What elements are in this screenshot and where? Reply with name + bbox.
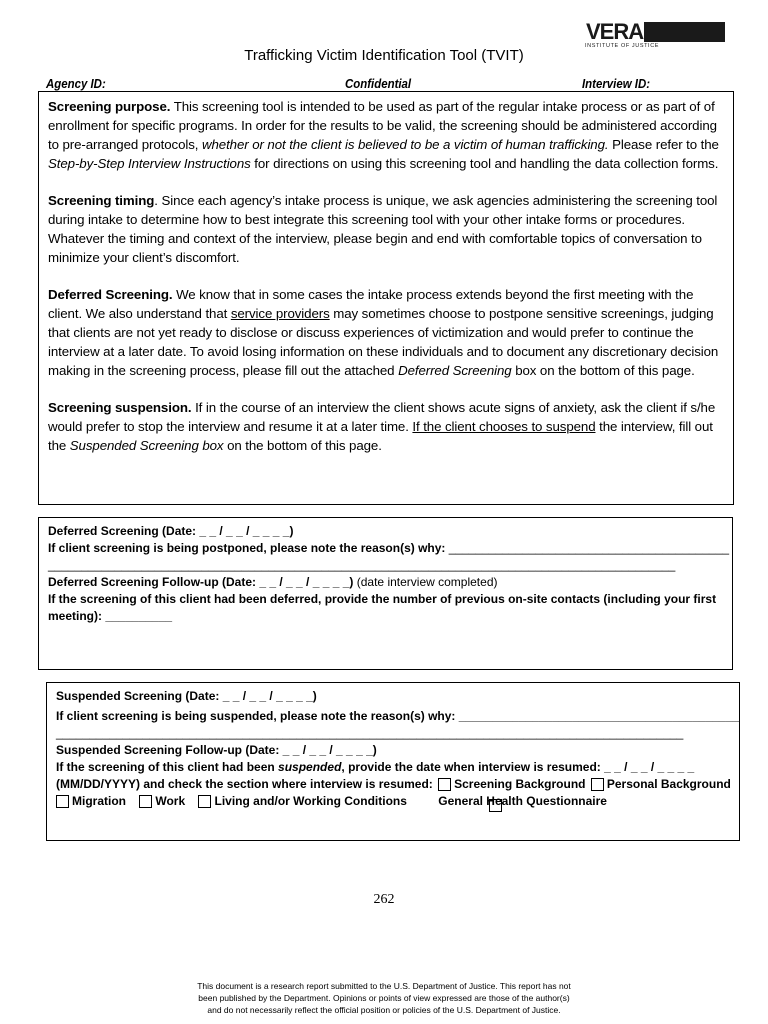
deferred-text-2: may sometimes choose to postpone sensitive screenings, judging that clients are not yet ready to disclose or discuss experiences of victimization and would prefer to continue the interview at a later date. To avoid losing information on these individuals and to document any discretionary decision making in the screening process, please fill out the attached <box>48 306 719 378</box>
suspended-resume-date-line[interactable] <box>56 759 730 776</box>
suspended-reason-continuation[interactable]: ______________________________________________________________________________________________ <box>56 726 684 740</box>
purpose-text-2: Please refer to the <box>608 137 719 152</box>
resume-text: If the screening of this client had been <box>56 760 279 774</box>
instructions-reference: Step-by-Step Interview Instructions <box>48 156 251 171</box>
resume-date-field[interactable]: , provide the date when interview is resumed: _ _ / _ _ / _ _ _ _ <box>341 760 695 774</box>
purpose-italic: whether or not the client is believed to be a victim of human trafficking. <box>202 137 609 152</box>
screening-suspension-heading: Screening suspension. <box>48 400 192 415</box>
deferred-text-3: box on the bottom of this page. <box>511 363 695 378</box>
purpose-text: This screening tool is intended to be used as part of the regular intake process or as part of of enrollment for specific programs. In order for the results to be valid, the screening should be administered according to pre-arranged protocols, <box>48 99 717 152</box>
general-health-label: General Health Questionnaire <box>438 794 607 808</box>
living-working-label: Living and/or Working Conditions <box>214 794 407 808</box>
suspension-text-2: the interview, fill out the <box>48 419 713 453</box>
suspension-text-3: on the bottom of this page. <box>223 438 382 453</box>
suspended-screening-box <box>46 682 740 841</box>
suspended-followup-line[interactable]: Suspended Screening Follow-up (Date: _ _ / _ _ / _ _ _ _) <box>56 743 377 757</box>
suspended-reason-line[interactable]: If client screening is being suspended, please note the reason(s) why: __________________________________________ <box>56 709 740 723</box>
deferred-contacts-question: If the screening of this client had been deferred, provide the number of previous on-site contacts (including your first <box>48 592 717 606</box>
deferred-box-reference: Deferred Screening <box>398 363 512 378</box>
agency-id-label: Agency ID: <box>46 76 106 91</box>
suspension-text: If in the course of an interview the client shows acute signs of anxiety, ask the client if s/he would prefer to stop the interview and resume it at a later time. <box>48 400 716 434</box>
personal-background-label: Personal Background <box>606 777 731 791</box>
deferred-date-line[interactable]: Deferred Screening (Date: _ _ / _ _ / _ _ _ _) <box>48 524 294 538</box>
living-working-checkbox[interactable] <box>198 795 211 808</box>
screening-suspension-paragraph <box>48 398 724 455</box>
deferred-screening-box <box>38 517 733 670</box>
screening-purpose-heading: Screening purpose. <box>48 99 171 114</box>
deferred-contacts-field[interactable]: meeting): __________ <box>48 609 173 623</box>
disclaimer-line-3: and do not necessarily reflect the official position or policies of the U.S. Department of Justice. <box>207 1005 561 1015</box>
screening-background-checkbox[interactable] <box>438 778 451 791</box>
resume-section-line-2 <box>56 793 730 810</box>
deferred-screening-paragraph <box>48 285 724 380</box>
suspend-underlined: If the client chooses to suspend <box>412 419 596 434</box>
resume-section-label: (MM/DD/YYYY) and check the section where interview is resumed: <box>56 777 433 791</box>
deferred-followup-line[interactable] <box>48 574 723 591</box>
doj-disclaimer <box>0 980 768 1016</box>
deferred-text: We know that in some cases the intake process extends beyond the first meeting with the client. We also understand that <box>48 287 694 321</box>
logo-subtitle: INSTITUTE OF JUSTICE <box>585 43 660 49</box>
timing-text: . Since each agency’s intake process is unique, we ask agencies administering the screening tool during intake to determine how to best integrate this screening tool with your other intake forms or procedures. Whatever the timing and context of the interview, please begin and end with comfortable topics of conversation to minimize your client’s discomfort. <box>48 193 718 265</box>
deferred-reason-continuation[interactable]: ______________________________________________________________________________________________ <box>48 558 676 572</box>
resume-section-line <box>56 776 730 793</box>
deferred-followup-label: Deferred Screening Follow-up (Date: _ _ / _ _ / _ _ _ _) <box>48 575 354 589</box>
personal-background-checkbox[interactable] <box>591 778 604 791</box>
document-title: Trafficking Victim Identification Tool (TVIT) <box>244 47 524 64</box>
migration-checkbox[interactable] <box>56 795 69 808</box>
screening-timing-paragraph <box>48 191 724 267</box>
resume-italic: suspended <box>278 760 342 774</box>
work-checkbox[interactable] <box>139 795 152 808</box>
confidential-label: Confidential <box>345 76 412 91</box>
purpose-text-3: for directions on using this screening tool and handling the data collection forms. <box>250 156 719 171</box>
disclaimer-line-1: This document is a research report submitted to the U.S. Department of Justice. This report has not <box>197 981 571 991</box>
deferred-reason-blank[interactable]: __________________________________________ <box>445 541 730 555</box>
migration-label: Migration <box>72 794 126 808</box>
screening-background-label: Screening Background <box>454 777 586 791</box>
disclaimer-line-2: been published by the Department. Opinions or points of view expressed are those of the author(s) <box>198 993 570 1003</box>
screening-purpose-paragraph <box>48 97 724 173</box>
page-number: 262 <box>373 892 395 907</box>
suspended-date-line[interactable]: Suspended Screening (Date: _ _ / _ _ / _ _ _ _) <box>56 689 317 703</box>
deferred-followup-note: (date interview completed) <box>353 575 498 589</box>
screening-timing-heading: Screening timing <box>48 193 155 208</box>
service-providers-underlined: service providers <box>230 306 330 321</box>
general-health-checkbox[interactable] <box>489 799 502 812</box>
work-label: Work <box>155 794 186 808</box>
logo-mark: VERA <box>586 19 644 44</box>
instructions-box <box>38 91 734 505</box>
deferred-screening-heading: Deferred Screening. <box>48 287 173 302</box>
suspended-box-reference: Suspended Screening box <box>69 438 224 453</box>
deferred-reason-label: If client screening is being postponed, please note the reason(s) why: <box>48 541 446 555</box>
deferred-reason-line[interactable] <box>48 540 730 557</box>
interview-id-label: Interview ID: <box>582 76 651 91</box>
